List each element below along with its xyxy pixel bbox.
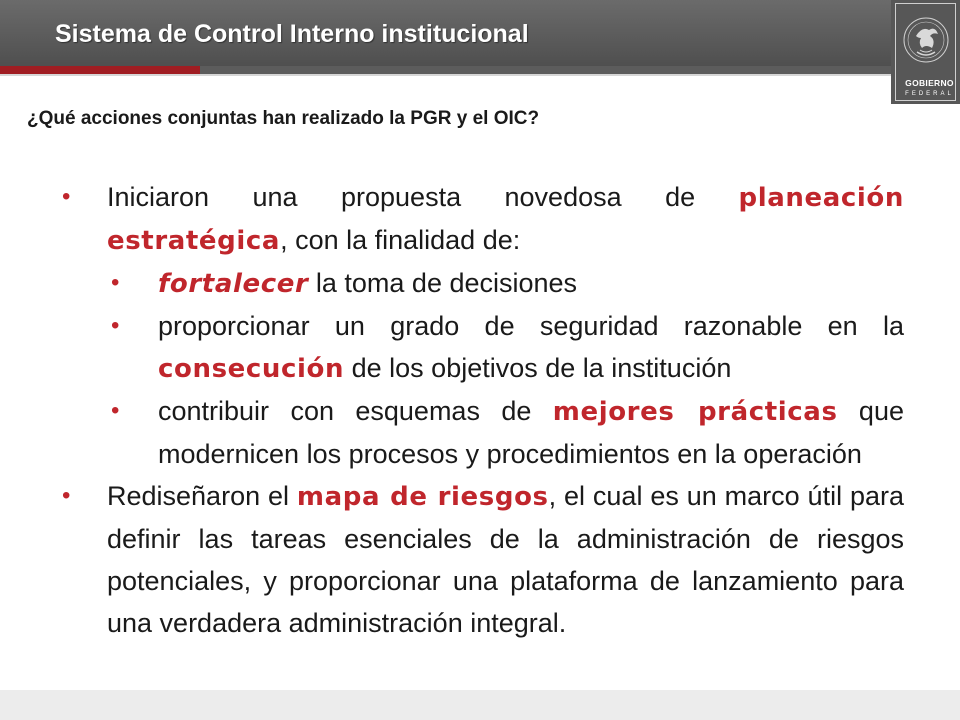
eagle-seal-icon [902, 10, 950, 72]
bullet-item-2 [62, 475, 904, 644]
bullet-text-after: , el cual es un marco útil para definir las tareas esenciales de la administración de riesgos potenciales, y proporcionar una plataforma de lanzamiento para una verdadera administración integral. [107, 481, 905, 638]
bullet-item-1 [62, 176, 904, 262]
sub-bullet-text-after: la toma de decisiones [308, 268, 578, 298]
bullet-text-after: , con la finalidad de: [280, 225, 521, 255]
highlight-mapa-de-riesgos: mapa de riesgos [296, 482, 549, 512]
slide-body [62, 176, 904, 644]
logo-text-gobierno: GOBIERNO [905, 78, 954, 88]
header-bar [0, 0, 891, 66]
highlight-fortalecer: fortalecer [158, 269, 309, 299]
sub-bullet-item-3 [62, 390, 904, 475]
bullet-marker: • [62, 482, 71, 509]
sub-bullet-text-after: de los objetivos de la institución [344, 353, 732, 383]
bullet-marker: • [111, 312, 120, 339]
bullet-list [62, 176, 904, 644]
bullet-marker: • [111, 269, 120, 296]
sub-bullet-text-before: contribuir con esquemas de [158, 396, 553, 426]
logo-frame [895, 3, 956, 101]
slide-title: Sistema de Control Interno institucional [55, 20, 529, 48]
bullet-text-before: Rediseñaron el [107, 481, 297, 511]
highlight-mejores-practicas: mejores prácticas [552, 397, 838, 427]
header-accent-gray [200, 66, 891, 74]
sub-bullet-item-1 [62, 262, 904, 305]
sub-bullet-text-after: que modernicen los procesos y procedimientos en la operación [158, 396, 904, 469]
footer-band [0, 690, 960, 720]
gobierno-federal-logo [891, 0, 960, 104]
highlight-consecucion: consecución [158, 354, 345, 384]
section-question: ¿Qué acciones conjuntas han realizado la PGR y el OIC? [27, 108, 540, 129]
header-accent-red [0, 66, 200, 74]
bullet-marker: • [111, 397, 120, 424]
highlight-planeacion-estrategica: planeación estratégica [107, 183, 904, 256]
bullet-marker: • [62, 183, 71, 210]
logo-text-federal: FEDERAL [905, 91, 954, 97]
bullet-text-before: Iniciaron una propuesta novedosa de [107, 182, 739, 212]
sub-bullet-text-before: proporcionar un grado de seguridad razonable en la [158, 311, 904, 341]
sub-bullet-item-2 [62, 305, 904, 390]
header-divider [0, 74, 891, 76]
